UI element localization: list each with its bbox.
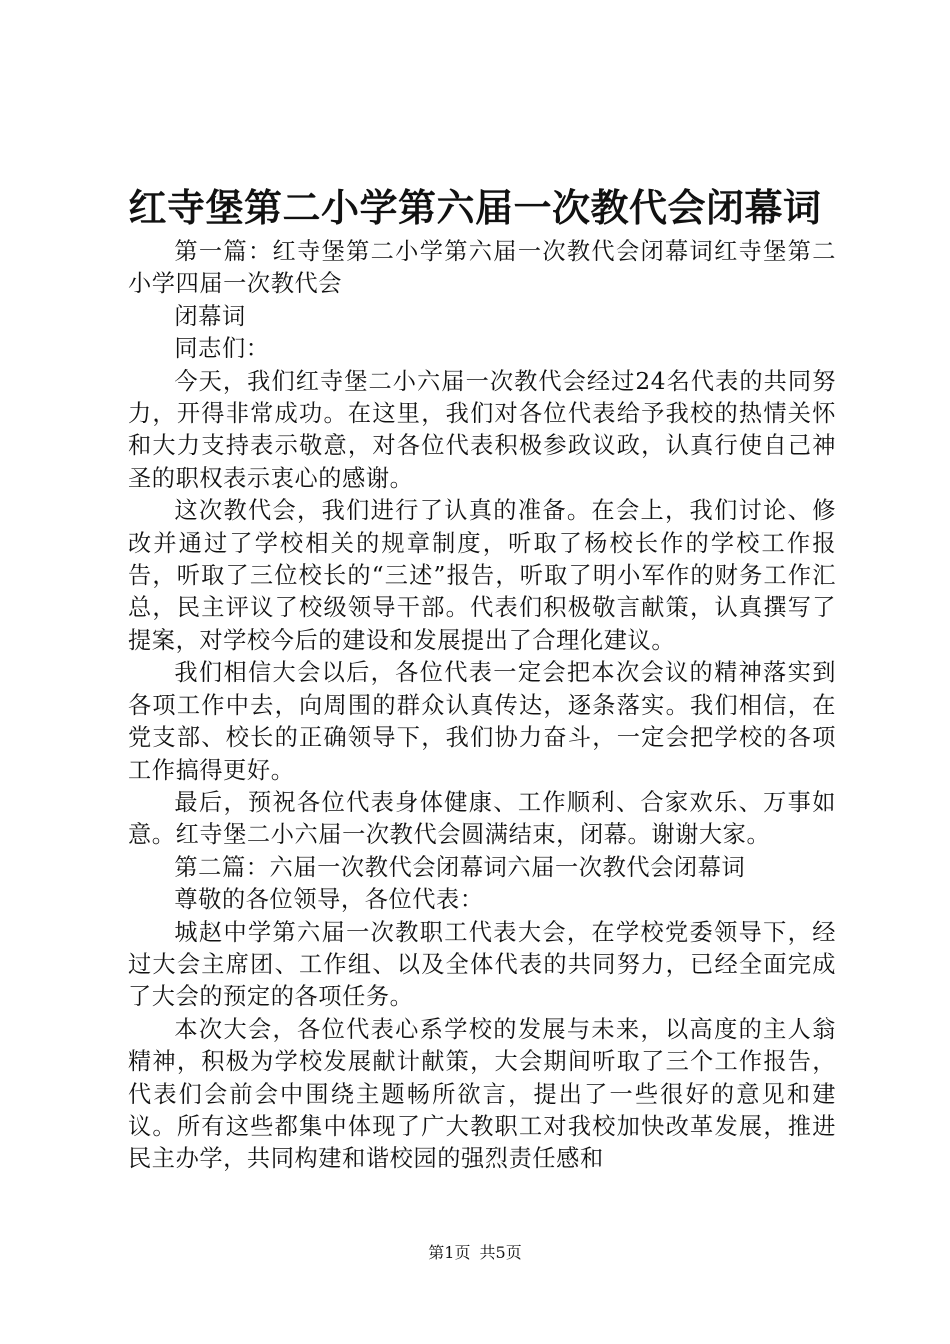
paragraph: 第一篇：红寺堡第二小学第六届一次教代会闭幕词红寺堡第二小学四届一次教代会 xyxy=(128,238,836,298)
paragraph: 最后，预祝各位代表身体健康、工作顺利、合家欢乐、万事如意。红寺堡二小六届一次教代会圆满结束，闭幕。谢谢大家。 xyxy=(128,788,836,849)
page-footer xyxy=(0,1241,950,1265)
document-title: 红寺堡第二小学第六届一次教代会闭幕词 xyxy=(128,185,822,230)
paragraph: 这次教代会，我们进行了认真的准备。在会上，我们讨论、修改并通过了学校相关的规章制度，听取了杨校长作的学校工作报告，听取了三位校长的“三述”报告，听取了明小军作的财务工作汇总，民主评议了校级领导干部。代表们积极敬言献策，认真撰写了提案，对学校今后的建设和发展提出了合理化建议。 xyxy=(128,497,836,654)
paragraph: 城赵中学第六届一次教职工代表大会，在学校党委领导下，经过大会主席团、工作组、以及全体代表的共同努力，已经全面完成了大会的预定的各项任务。 xyxy=(128,918,836,1011)
paragraph: 我们相信大会以后，各位代表一定会把本次会议的精神落实到各项工作中去，向周围的群众认真传达，逐条落实。我们相信，在党支部、校长的正确领导下，我们协力奋斗，一定会把学校的各项工作搞得更好。 xyxy=(128,659,836,784)
paragraph: 尊敬的各位领导，各位代表： xyxy=(174,886,484,914)
document-body xyxy=(128,236,836,1176)
paragraph: 闭幕词 xyxy=(174,302,246,330)
paragraph: 本次大会，各位代表心系学校的发展与未来，以高度的主人翁精神，积极为学校发展献计献策，大会期间听取了三个工作报告，代表们会前会中围绕主题畅所欲言，提出了一些很好的意见和建议。所有这些都集中体现了广大教职工对我校加快改革发展，推进民主办学，共同构建和谐校园的强烈责任感和 xyxy=(128,1015,836,1173)
page-total: 共5页 xyxy=(479,1243,522,1262)
paragraph: 同志们： xyxy=(174,335,270,363)
page-number: 第1页 xyxy=(428,1243,471,1262)
paragraph: 今天，我们红寺堡二小六届一次教代会经过24名代表的共同努力，开得非常成功。在这里，我们对各位代表给予我校的热情关怀和大力支持表示敬意，对各位代表积极参政议政，认真行使自己神圣的职权表示衷心的感谢。 xyxy=(128,367,836,492)
paragraph: 第二篇：六届一次教代会闭幕词六届一次教代会闭幕词 xyxy=(174,853,746,881)
